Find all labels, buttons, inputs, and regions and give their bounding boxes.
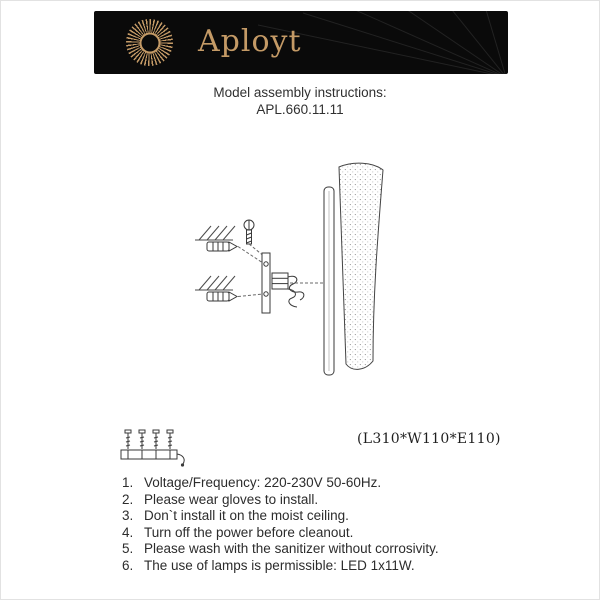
power-wire: [177, 454, 184, 467]
model-number: APL.660.11.11: [256, 101, 344, 117]
instruction-number: 4.: [122, 524, 134, 540]
instruction-text: Voltage/Frequency: 220-230V 50-60Hz.: [144, 475, 382, 490]
connection-wires: [288, 276, 304, 307]
instruction-text: Turn off the power before cleanout.: [144, 524, 354, 540]
instruction-number: 2.: [122, 491, 134, 507]
instruction-number: 3.: [122, 508, 134, 523]
assembly-instructions-title: Model assembly instructions:: [213, 85, 387, 100]
instruction-item: [122, 541, 582, 558]
wall-hatch-top: [195, 226, 235, 240]
instruction-number: 6.: [122, 557, 134, 573]
brand-name: Aployt: [198, 23, 302, 59]
mounting-bar-diagram: [117, 425, 193, 469]
instruction-text: Don`t install it on the moist ceiling.: [144, 508, 349, 523]
mini-screws: [125, 430, 173, 449]
instruction-list: [122, 475, 582, 574]
instruction-number: 1.: [122, 475, 134, 490]
wall-hatch-bottom: [195, 276, 235, 290]
brand-banner: [94, 11, 508, 74]
screw-icon: [244, 220, 254, 244]
mounting-bar: [121, 450, 177, 459]
lamp-shade: [339, 163, 383, 369]
dimensions-label: (L310*W110*E110): [357, 431, 501, 447]
instruction-text: Please wear gloves to install.: [144, 491, 319, 507]
instruction-text: The use of lamps is permissible: LED 1x11W.: [144, 557, 415, 573]
instruction-text: Please wash with the sanitizer without corrosivity.: [144, 541, 439, 556]
subheader: [1, 85, 599, 118]
assembly-diagram: [149, 143, 469, 393]
instruction-item: [122, 558, 582, 575]
instruction-number: 5.: [122, 541, 134, 556]
mounting-bracket: [262, 253, 288, 313]
instruction-item: [122, 492, 582, 509]
instruction-item: [122, 525, 582, 542]
lamp-back-plate: [324, 187, 334, 375]
wall-anchor-icon: [207, 292, 237, 301]
instruction-item: [122, 475, 582, 492]
instruction-item: [122, 508, 582, 525]
sunburst-logo-icon: [126, 19, 173, 66]
wall-anchor-icon: [207, 242, 237, 251]
